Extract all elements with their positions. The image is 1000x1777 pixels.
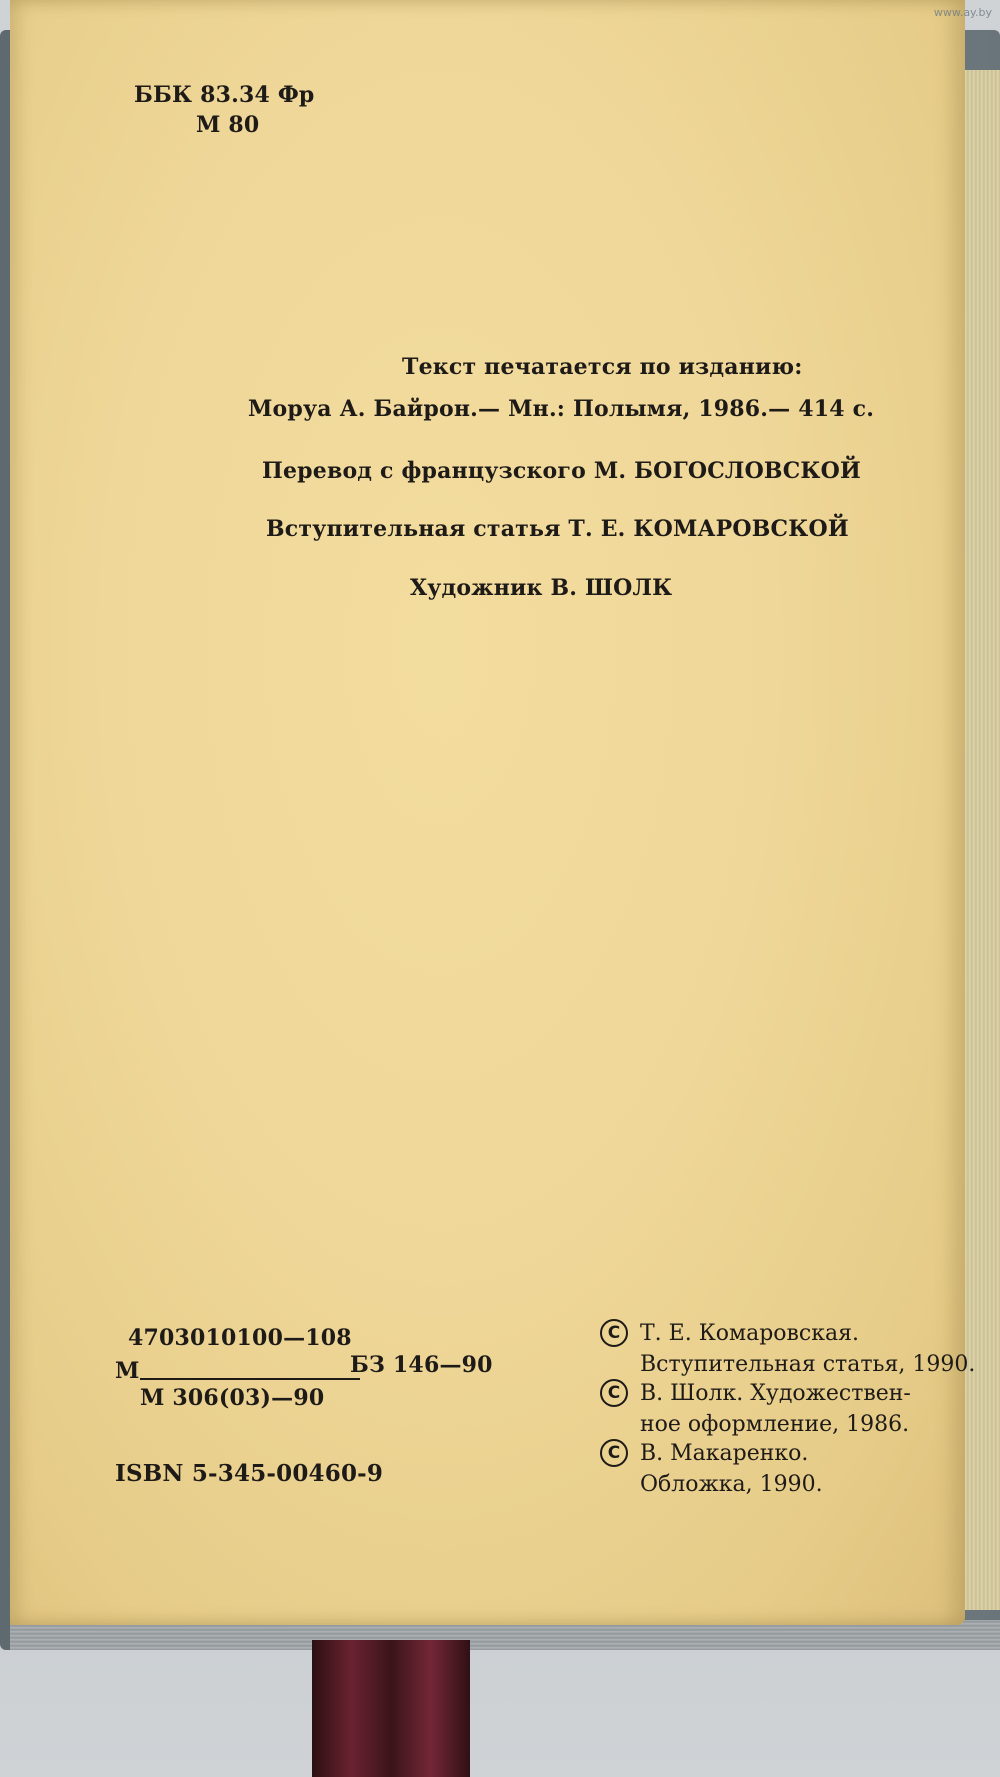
catalog-code-top: 4703010100—108	[128, 1325, 352, 1351]
copyright-work: Вступительная статья, 1990.	[640, 1352, 976, 1377]
copyright-holder: В. Макаренко.	[640, 1441, 809, 1466]
isbn-number: ISBN 5-345-00460-9	[115, 1460, 384, 1487]
watermark: www.ay.by	[933, 6, 992, 19]
catalog-prefix: М	[115, 1358, 140, 1384]
copyright-icon: C	[600, 1379, 628, 1407]
copyright-entry	[600, 1438, 823, 1500]
copyright-holder: В. Шолк. Художествен-	[640, 1381, 911, 1406]
book-page	[10, 0, 976, 1625]
catalog-fraction-line	[140, 1378, 360, 1380]
copyright-work: Обложка, 1990.	[640, 1472, 823, 1497]
introduction-credit: Вступительная статья Т. Е. КОМАРОВСКОЙ	[266, 516, 849, 542]
catalog-code-right: БЗ 146—90	[350, 1352, 493, 1378]
bbk-code: ББК 83.34 Фр	[134, 82, 315, 108]
translator-credit: Перевод с французского М. БОГОСЛОВСКОЙ	[262, 458, 862, 484]
copyright-work: ное оформление, 1986.	[640, 1412, 910, 1437]
catalog-code-bottom: М 306(03)—90	[140, 1385, 325, 1411]
source-intro: Текст печатается по изданию:	[402, 354, 803, 380]
copyright-icon: C	[600, 1319, 628, 1347]
copyright-entry	[600, 1318, 975, 1380]
author-mark: М 80	[196, 112, 260, 138]
source-citation: Моруа А. Байрон.— Мн.: Полымя, 1986.— 414 с.	[248, 396, 875, 422]
copyright-entry	[600, 1378, 911, 1440]
artist-credit: Художник В. ШОЛК	[410, 575, 673, 601]
copyright-holder: Т. Е. Комаровская.	[640, 1321, 859, 1346]
ribbon-bookmark	[312, 1640, 470, 1777]
copyright-icon: C	[600, 1439, 628, 1467]
